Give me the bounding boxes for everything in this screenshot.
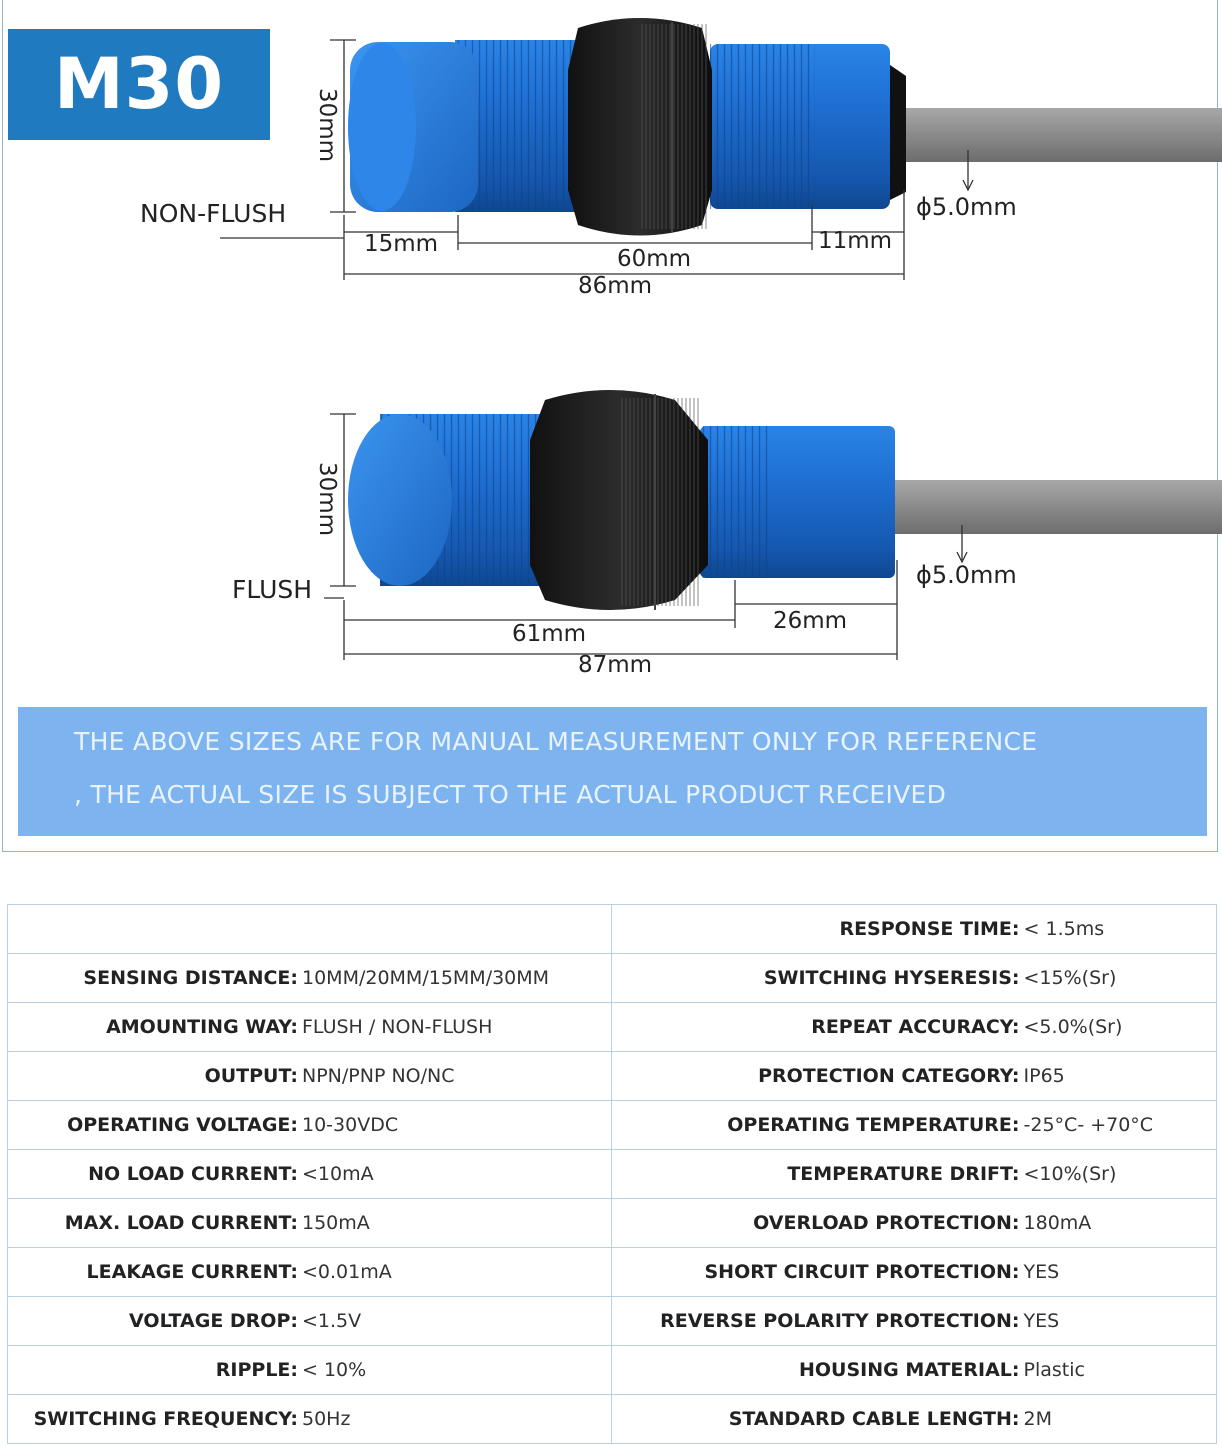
spec-value: 10MM/20MM/15MM/30MM [302,967,550,989]
spec-row [8,1346,1217,1395]
model-badge: M30 [8,29,270,140]
spec-label: OVERLOAD PROTECTION: [753,1212,1020,1234]
measurement-notice [18,707,1207,836]
spec-cell-right [611,1248,1216,1297]
spec-cell-right [611,1395,1216,1444]
spec-value: <0.01mA [302,1261,392,1283]
spec-label: OPERATING TEMPERATURE: [727,1114,1020,1136]
spec-cell-left [8,1346,612,1395]
spec-value: NPN/PNP NO/NC [302,1065,455,1087]
spec-cell-right [611,905,1216,954]
spec-cell-left [8,1248,612,1297]
spec-value: 180mA [1023,1212,1092,1234]
spec-value: -25°C- +70°C [1023,1114,1154,1136]
spec-table [7,904,1217,1444]
spec-value: <10mA [302,1163,374,1185]
spec-cell-right [611,1003,1216,1052]
spec-cell-right [611,1297,1216,1346]
spec-value: IP65 [1023,1065,1065,1087]
flush-cable-diameter: ϕ5.0mm [916,561,1017,589]
spec-cell-left [8,1003,612,1052]
non-flush-rear-length: 11mm [818,228,893,254]
spec-value: FLUSH / NON-FLUSH [302,1016,493,1038]
spec-label: REPEAT ACCURACY: [811,1016,1020,1038]
non-flush-sensor [348,18,1222,236]
spec-label: PROTECTION CATEGORY: [758,1065,1020,1087]
spec-cell-left [8,954,612,1003]
flush-total-length: 87mm [578,652,653,678]
spec-row [8,954,1217,1003]
spec-value: < 10% [302,1359,367,1381]
spec-label: SWITCHING HYSERESIS: [763,967,1020,989]
spec-cell-right [611,954,1216,1003]
spec-label: RIPPLE: [215,1359,298,1381]
spec-cell-left [8,1297,612,1346]
flush-rear-length: 26mm [773,608,848,634]
spec-row [8,1395,1217,1444]
spec-cell-right [611,1199,1216,1248]
spec-value: 50Hz [302,1408,351,1430]
cable [895,108,1222,162]
spec-label: RESPONSE TIME: [839,918,1020,940]
spec-value: <15%(Sr) [1023,967,1117,989]
spec-cell-right [611,1346,1216,1395]
sensing-face [348,414,452,586]
spec-label: AMOUNTING WAY: [106,1016,298,1038]
spec-row [8,1150,1217,1199]
spec-label: LEAKAGE CURRENT: [86,1261,298,1283]
non-flush-thread-length: 60mm [617,246,692,272]
spec-label: NO LOAD CURRENT: [88,1163,298,1185]
spec-value: 150mA [302,1212,370,1234]
spec-value: YES [1023,1261,1060,1283]
non-flush-face-length: 15mm [364,231,439,257]
spec-cell-left [8,905,612,954]
flush-diameter-label: 30mm [314,462,340,537]
spec-label: VOLTAGE DROP: [129,1310,298,1332]
spec-row [8,1003,1217,1052]
spec-cell-left [8,1199,612,1248]
non-flush-diameter-label: 30mm [314,88,340,163]
spec-cell-left [8,1101,612,1150]
spec-value: <1.5V [302,1310,362,1332]
spec-value: 2M [1023,1408,1052,1430]
spec-label: SHORT CIRCUIT PROTECTION: [704,1261,1020,1283]
spec-label: OUTPUT: [204,1065,298,1087]
spec-row [8,1101,1217,1150]
cable [895,480,1222,534]
spec-label: HOUSING MATERIAL: [798,1359,1020,1381]
spec-label: SWITCHING FREQUENCY: [33,1408,298,1430]
spec-cell-right [611,1101,1216,1150]
flush-thread-length: 61mm [512,621,587,647]
non-flush-total-length: 86mm [578,273,653,299]
spec-value: < 1.5ms [1023,918,1105,940]
spec-row [8,1248,1217,1297]
spec-cell-left [8,1395,612,1444]
non-flush-type-label: NON-FLUSH [140,199,287,228]
spec-value: Plastic [1023,1359,1085,1381]
spec-cell-left [8,1052,612,1101]
notice-line-2: , THE ACTUAL SIZE IS SUBJECT TO THE ACTUAL PRODUCT RECEIVED [74,780,947,809]
spec-cell-right [611,1150,1216,1199]
spec-row [8,1297,1217,1346]
spec-label: MAX. LOAD CURRENT: [64,1212,298,1234]
spec-row [8,1052,1217,1101]
spec-label: STANDARD CABLE LENGTH: [728,1408,1020,1430]
spec-value: <10%(Sr) [1023,1163,1117,1185]
spec-label: SENSING DISTANCE: [83,967,298,989]
flush-sensor [348,390,1222,610]
spec-cell-left [8,1150,612,1199]
spec-row [8,1199,1217,1248]
spec-label: OPERATING VOLTAGE: [67,1114,298,1136]
spec-value: <5.0%(Sr) [1023,1016,1123,1038]
spec-label: REVERSE POLARITY PROTECTION: [660,1310,1020,1332]
notice-line-1: THE ABOVE SIZES ARE FOR MANUAL MEASUREMENT ONLY FOR REFERENCE [74,727,1038,756]
flush-type-label: FLUSH [232,575,313,604]
non-flush-cable-diameter: ϕ5.0mm [916,193,1017,221]
spec-cell-right [611,1052,1216,1101]
spec-label: TEMPERATURE DRIFT: [787,1163,1020,1185]
spec-row [8,905,1217,954]
spec-value: 10-30VDC [302,1114,399,1136]
spec-value: YES [1023,1310,1060,1332]
